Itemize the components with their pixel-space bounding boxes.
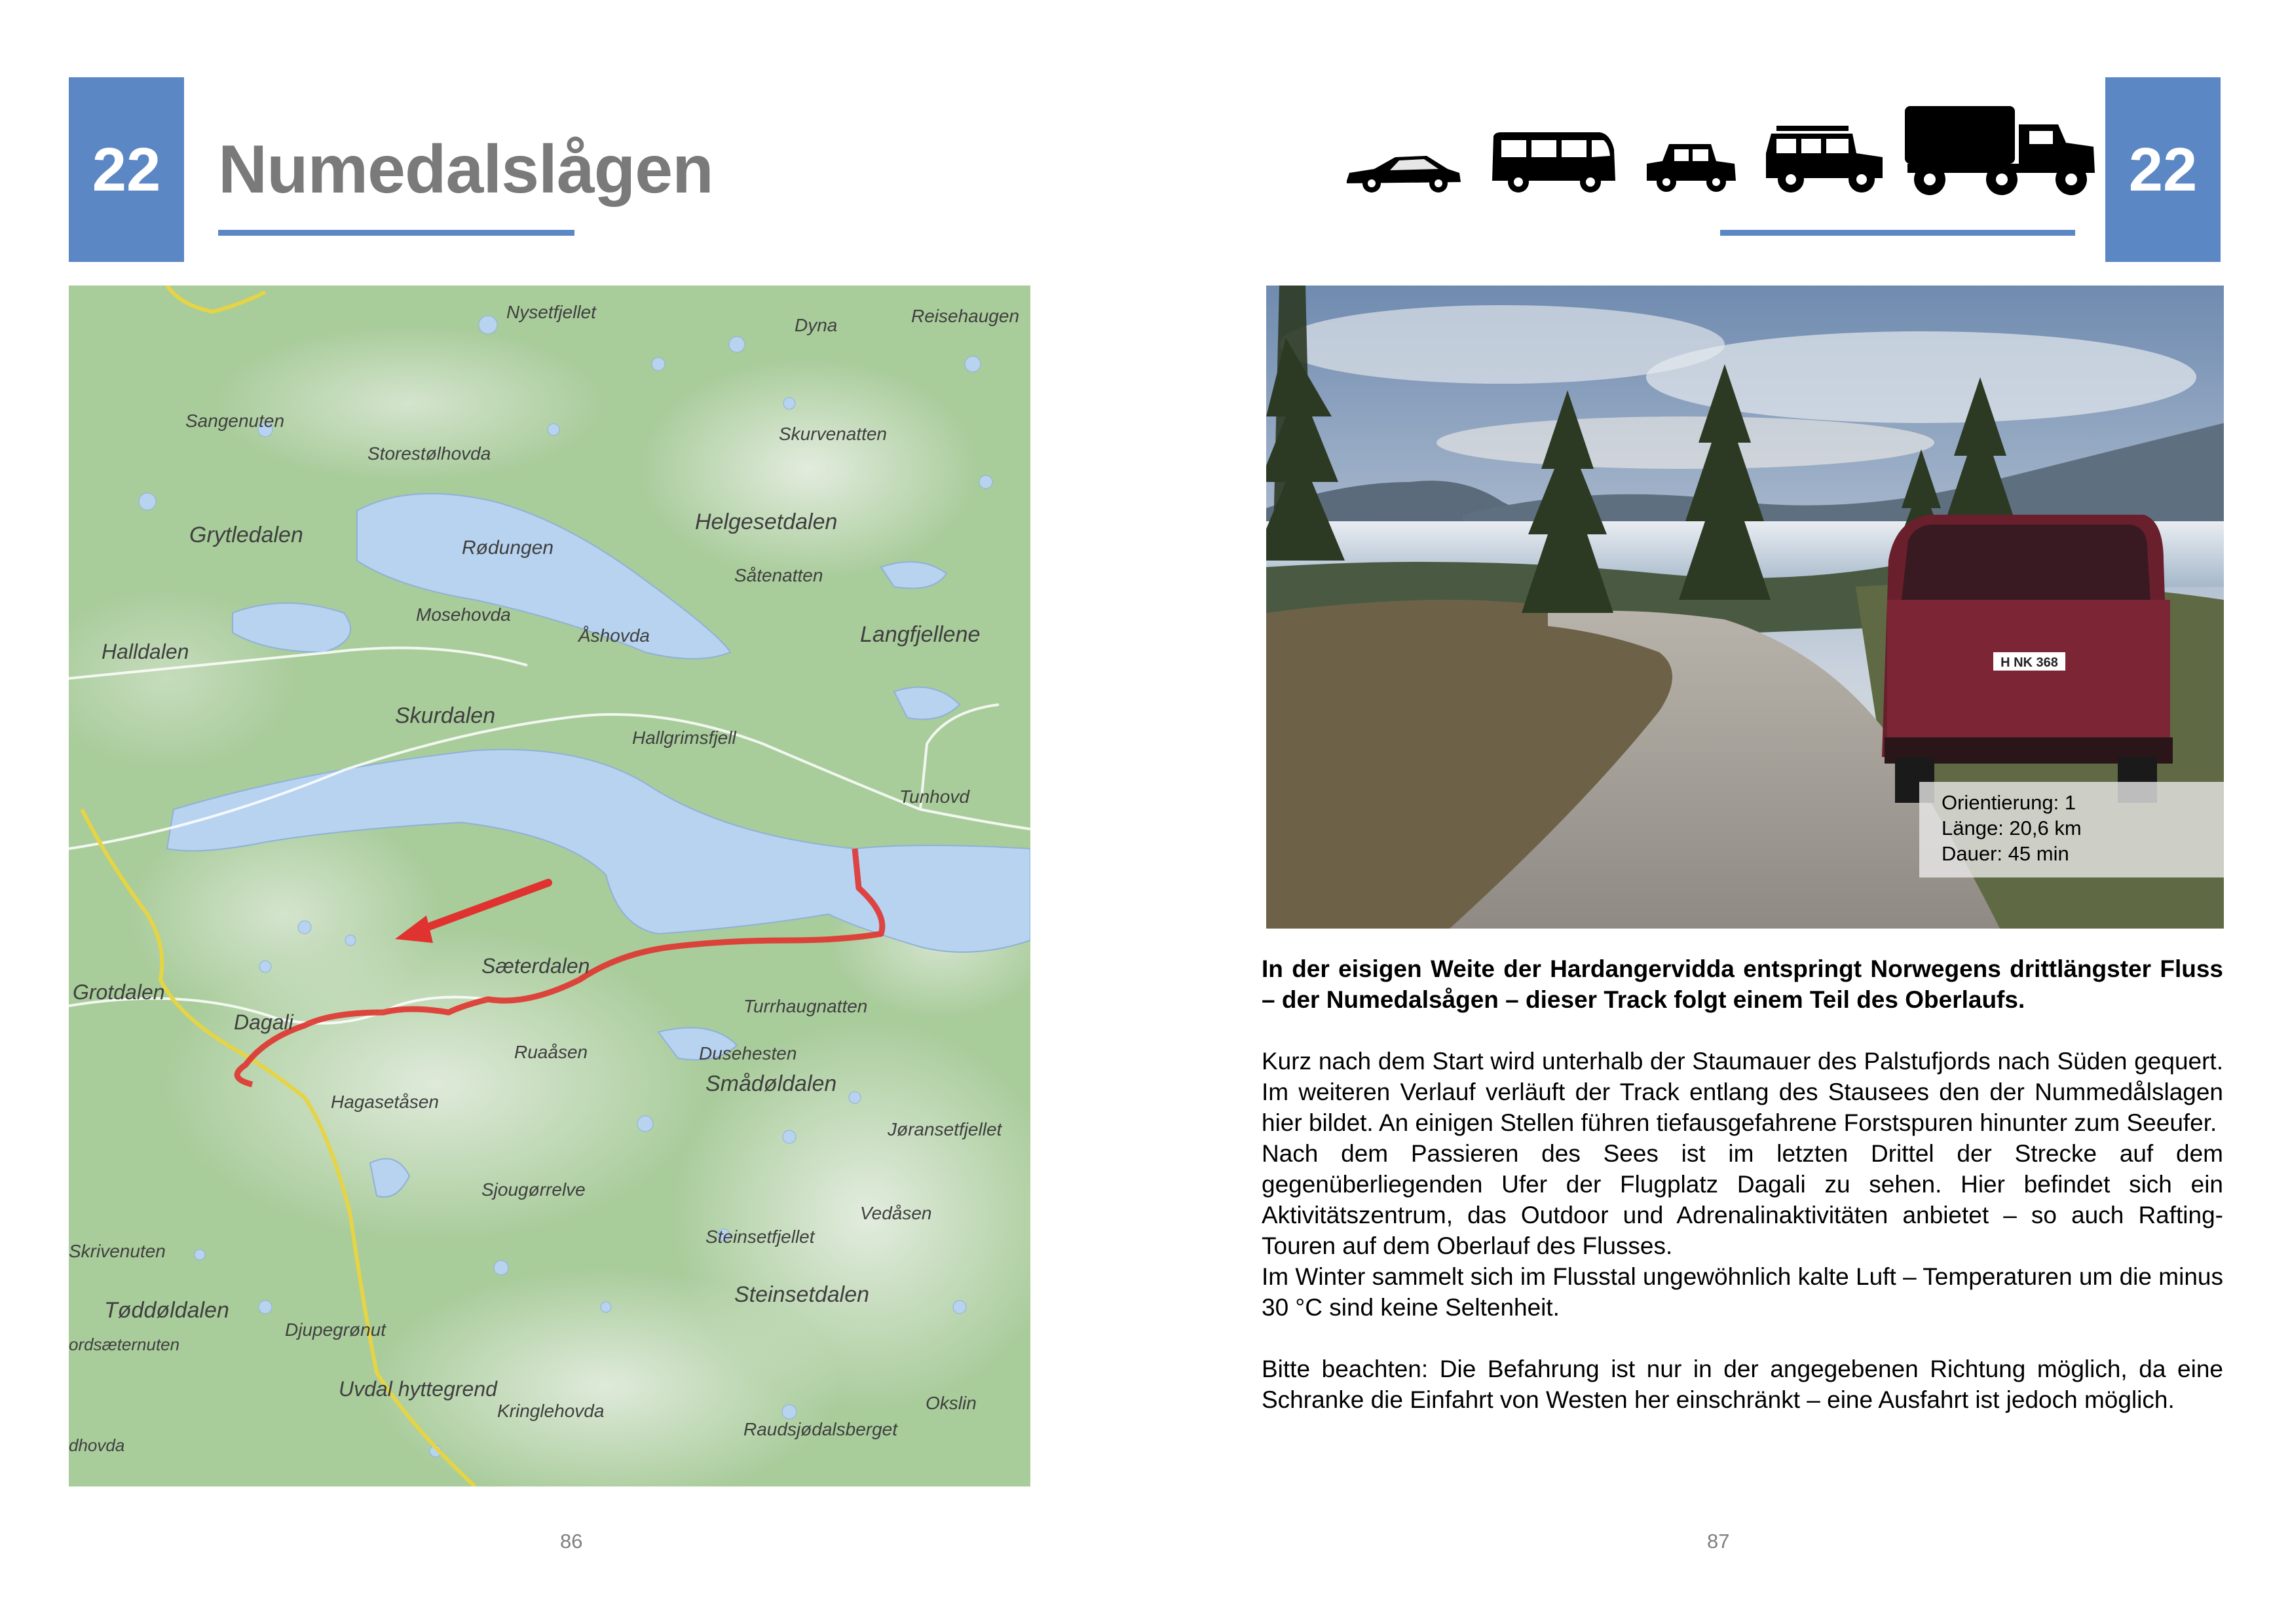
page-number-left: 86 (560, 1530, 583, 1553)
map-place-label: Kringlehovda (497, 1401, 605, 1421)
page-title: Numedalslågen (218, 132, 713, 208)
chapter-number-left: 22 (69, 77, 184, 262)
lead-paragraph: In der eisigen Weite der Hardangervidda entspringt Norwegens drittlängster Fluss – der Numedalsågen – dieser Track folgt einem Teil des Oberlaufs. (1262, 955, 2223, 1013)
map-place-label: Mosehovda (416, 604, 511, 625)
map-place-label: Tunhovd (899, 786, 969, 807)
map-place-label: Hagasetåsen (331, 1092, 440, 1112)
duration-text: Dauer: 45 min (1942, 842, 2069, 865)
paragraph-1: Kurz nach dem Start wird unterhalb der Staumauer des Palstufjords nach Süden gequert. Im weiteren Verlauf verläuft der Track entlang des Stausees den der Nummedålslagen hier bildet. An einigen Stellen führen tiefausgefahrene Forstspuren hinunter zum Seeufer. (1262, 1048, 2223, 1136)
map-place-label: Jøransetfjellet (888, 1119, 1002, 1139)
map-place-label: Sæterdalen (481, 954, 590, 978)
map-place-label: Vedåsen (860, 1203, 932, 1223)
map-place-label: Dagali (234, 1010, 293, 1034)
map-place-label: Langfjellene (860, 622, 981, 647)
expedition-truck-icon (1904, 105, 2097, 196)
map-place-label: Åshovda (578, 625, 650, 646)
map-place-label: Turrhaugnatten (743, 996, 868, 1016)
map-place-label: Ruaåsen (514, 1042, 588, 1062)
map-place-label: Grotdalen (73, 980, 165, 1004)
map-place-label: Nysetfjellet (506, 302, 596, 322)
map-place-label: Storestølhovda (367, 443, 491, 464)
map-place-label: Tøddøldalen (104, 1298, 229, 1323)
paragraph-3: Im Winter sammelt sich im Flusstal ungewöhnlich kalte Luft – Temperaturen um die minus 30 °C sind keine Seltenheit. (1262, 1263, 2223, 1321)
map-place-label: Helgesetdalen (695, 509, 838, 534)
map-place-label: Såtenatten (734, 565, 823, 585)
map-place-label: Dyna (795, 315, 838, 335)
page-number-right: 87 (1707, 1530, 1730, 1553)
offroad-4x4-icon (1763, 124, 1885, 196)
orientation-text: Orientierung: 1 (1942, 791, 2076, 814)
map-place-label: Okslin (926, 1393, 977, 1413)
map-place-label: Dusehesten (699, 1043, 797, 1063)
route-info-box (1919, 782, 2224, 877)
paragraph-2: Nach dem Passieren des Sees ist im letzten Drittel der Strecke auf dem gegenüberliegenden Ufer der Flugplatz Dagali zu sehen. Hier befindet sich ein Aktivitätszentrum, das Outdoor und Adrenalinaktivitäten anbietet – so auch Rafting-Touren auf dem Oberlauf des Flusses. (1262, 1140, 2223, 1259)
map-place-label: Sjougørrelve (481, 1179, 586, 1200)
map-place-label: Halldalen (102, 640, 189, 663)
body-text (1262, 953, 2223, 1415)
chapter-number-right: 22 (2105, 77, 2221, 262)
map-place-label: Hallgrimsfjell (632, 728, 736, 748)
map-place-label: dhovda (69, 1435, 125, 1455)
map-place-label: Raudsjødalsberget (743, 1419, 898, 1439)
title-underline-right (1720, 230, 2075, 236)
map-place-label: Skurvenatten (779, 424, 887, 444)
map-place-label: Steinsetdalen (734, 1282, 870, 1307)
map-place-label: Smådøldalen (705, 1071, 837, 1096)
paragraph-4: Bitte beachten: Die Befahrung ist nur in der angegebenen Richtung möglich, da eine Schranke die Einfahrt von Westen her einschränkt – eine Ausfahrt ist jedoch möglich. (1262, 1356, 2223, 1413)
map-place-label: Uvdal hyttegrend (339, 1377, 497, 1401)
map-place-label: Steinsetfjellet (705, 1227, 815, 1247)
title-underline-left (218, 230, 574, 236)
map-place-label: Skurdalen (395, 703, 496, 728)
map-place-label: Rødungen (462, 537, 554, 559)
map-place-label: Reisehaugen (911, 306, 1020, 326)
license-plate: H NK 368 (2000, 655, 2058, 670)
map-place-label: Djupegrønut (285, 1320, 386, 1340)
van-icon (1488, 130, 1618, 195)
map-place-label: Grytledalen (189, 523, 303, 547)
map-place-label: Sangenuten (185, 411, 285, 431)
map-place-label: Skrivenuten (69, 1241, 166, 1261)
topographic-map (69, 286, 1030, 1486)
length-text: Länge: 20,6 km (1942, 817, 2082, 840)
car-icon (1343, 149, 1463, 194)
small-suv-icon (1643, 138, 1738, 196)
map-place-label: ordsæternuten (69, 1335, 180, 1354)
